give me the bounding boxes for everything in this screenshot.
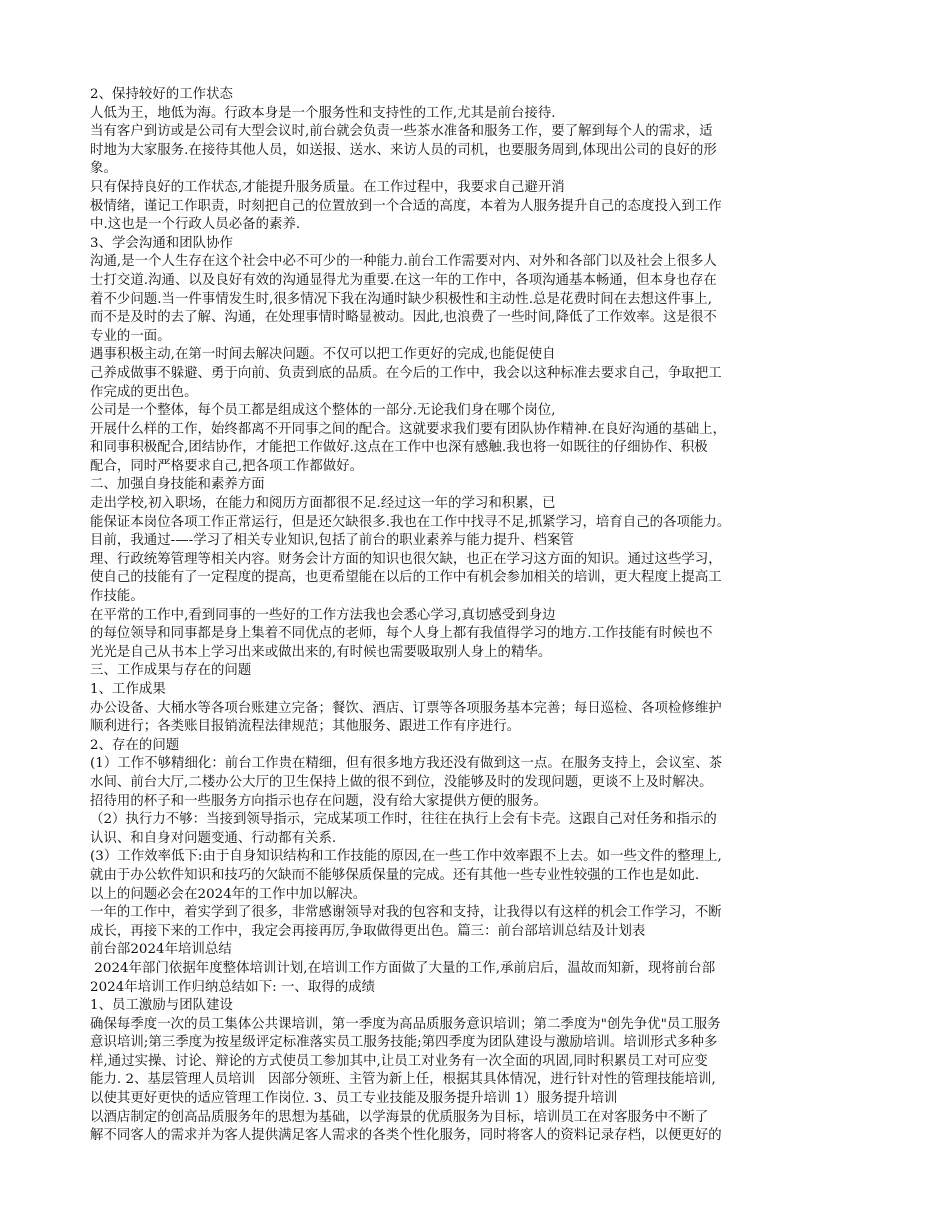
text-line: 着不少问题.当一件事情发生时,很多情况下我在沟通时缺少积极性和主动性.总是花费时间在去想这件事上,: [90, 291, 713, 307]
text-line: 2024年培训工作归纳总结如下: 一、取得的成绩: [90, 979, 376, 995]
text-line: 作完成的更出色。: [90, 384, 198, 400]
text-line: 配合，同时严格要求自己,把各项工作都做好。: [90, 458, 364, 474]
text-line: 走出学校,初入职场，在能力和阅历方面都很不足.经过这一年的学习和积累，已: [90, 496, 556, 512]
text-line: 己养成做事不躲避、勇于向前、负责到底的品质。在今后的工作中，我会以这种标准去要求自己，争取把工: [90, 365, 722, 381]
text-line: 办公设备、大桶水等各项台账建立完备；餐饮、酒店、订票等各项服务基本完善；每日巡检、各项检修维护: [90, 700, 722, 716]
text-line: 以酒店制定的创高品质服务年的思想为基础，以学海景的优质服务为目标，培训员工在对客服务中不断了: [90, 1109, 709, 1125]
text-line: 极情绪，谨记工作职责，时刻把自己的位置放到一个合适的高度，本着为人服务提升自己的态度投入到工作: [90, 198, 722, 214]
text-line: 的每位领导和同事都是身上集着不同优点的老师，每个人身上都有我值得学习的地方.工作技能有时候也不: [90, 626, 713, 642]
text-line: 能保证本岗位各项工作正常运行，但是还欠缺很多.我也在工作中找寻不足,抓紧学习，培育自己的各项能力。: [90, 514, 731, 530]
text-line: 当有客户到访或是公司有大型会议时,前台就会负责一些茶水准备和服务工作，要了解到每个人的需求，适: [90, 124, 713, 140]
text-line: 二、加强自身技能和素养方面: [90, 477, 265, 493]
text-line: 公司是一个整体，每个员工都是组成这个整体的一部分.无论我们身在哪个岗位,: [90, 403, 556, 419]
text-line: 能力. 2、基层管理人员培训 因部分领班、主管为新上任，根据其具体情况，进行针对性的管理技能培训,: [90, 1072, 716, 1088]
text-line: （2）执行力不够：当接到领导指示，完成某项工作时，往往在执行上会有卡壳。这跟自己对任务和指示的: [90, 812, 717, 828]
text-line: 时地为大家服务.在接待其他人员，如送报、送水、来访人员的司机，也要服务周到,体现出公司的良好的形: [90, 142, 717, 158]
text-line: 1、工作成果: [90, 682, 166, 697]
text-line: 意识培训;第三季度为按星级评定标准落实员工服务技能;第四季度为团队建设与激励培训。培训形式多种多: [90, 1035, 718, 1051]
text-line: 以使其更好更快的适应管理工作岗位. 3、员工专业技能及服务提升培训 1）服务提升培训: [90, 1091, 618, 1107]
text-line: 专业的一面。: [90, 328, 171, 344]
text-line: 人低为王，地低为海。行政本身是一个服务性和支持性的工作,尤其是前台接待.: [90, 105, 556, 121]
text-line: 前台部2024年培训总结: [90, 942, 232, 958]
text-line: 成长，再接下来的工作中，我定会再接再厉,争取做得更出色。篇三：前台部培训总结及计划表: [90, 923, 646, 939]
text-line: 就由于办公软件知识和技巧的欠缺而不能够保质保量的完成。还有其他一些专业性较强的工作也是如此.: [90, 867, 700, 883]
text-line: 2、保持较好的工作状态: [90, 87, 233, 102]
text-line: 光光是自己从书本上学习出来或做出来的,有时候也需要吸取别人身上的精华。: [90, 644, 552, 660]
text-line: 2024年部门依据年度整体培训计划,在培训工作方面做了大量的工作,承前启后，温故而知新，现将前台部: [90, 960, 716, 976]
text-line: 目前，我通过-—-学习了相关专业知识,包括了前台的职业素养与能力提升、档案管: [90, 533, 574, 549]
text-line: 三、工作成果与存在的问题: [90, 663, 252, 679]
text-line: 在平常的工作中,看到同事的一些好的工作方法我也会悉心学习,真切感受到身边: [90, 607, 556, 623]
text-line: 开展什么样的工作，始终都离不开同事之间的配合。这就要求我们要有团队协作精神.在良好沟通的基础上，: [90, 421, 727, 437]
text-line: (3）工作效率低下:由于自身知识结构和工作技能的原因,在一些工作中效率跟不上去。如一些文件的整理上,: [90, 849, 722, 865]
text-line: 一年的工作中，着实学到了很多，非常感谢领导对我的包容和支持，让我得以有这样的机会工作学习，不断: [90, 905, 722, 921]
text-line: 作技能。: [90, 589, 144, 605]
text-line: 遇事积极主动,在第一时间去解决问题。不仅可以把工作更好的完成,也能促使自: [90, 347, 556, 363]
text-line: 以上的问题必会在2024年的工作中加以解决。: [90, 886, 367, 902]
text-line: 象。: [90, 161, 117, 177]
text-line: 解不同客人的需求并为客人提供满足客人需求的各类个性化服务，同时将客人的资料记录存档，以便更好的: [90, 1128, 722, 1144]
text-line: 和同事积极配合,团结协作，才能把工作做好.这点在工作中也深有感触.我也将一如既往的仔细协作、积极: [90, 440, 708, 456]
text-line: 士打交道.沟通、以及良好有效的沟通显得尤为重要.在这一年的工作中，各项沟通基本畅通，但本身也存在: [90, 272, 717, 288]
text-line: 中.这也是一个行政人员必备的素养.: [90, 217, 301, 233]
text-line: 3、学会沟通和团队协作: [90, 235, 233, 251]
text-line: 1、员工激励与团队建设: [90, 998, 233, 1014]
text-line: 理、行政统筹管理等相关内容。财务会计方面的知识也很欠缺，也正在学习这方面的知识。通过这些学习，: [90, 551, 722, 567]
text-line: 2、存在的问题: [90, 737, 180, 753]
text-line: 样,通过实操、讨论、辩论的方式使员工参加其中,让员工对业务有一次全面的巩固,同时积累员工对可应变: [90, 1053, 708, 1069]
text-line: 确保每季度一次的员工集体公共课培训，第一季度为高品质服务意识培训；第二季度为"创先争优"员工服务: [90, 1016, 721, 1032]
text-line: 使自己的技能有了一定程度的提高，也更希望能在以后的工作中有机会参加相关的培训，更大程度上提高工: [90, 570, 722, 586]
text-line: 沟通,是一个人生存在这个社会中必不可少的一种能力.前台工作需要对内、对外和各部门以及社会上很多人: [90, 254, 717, 270]
text-line: 认识、和自身对问题变通、行动都有关系.: [90, 830, 337, 846]
text-line: 只有保持良好的工作状态,才能提升服务质量。在工作过程中，我要求自己避开消: [90, 179, 565, 195]
text-line: 顺利进行；各类账目报销流程法律规范；其他服务、跟进工作有序进行。: [90, 719, 521, 735]
text-line: 水间、前台大厅,二楼办公大厅的卫生保持上做的很不到位，没能够及时的发现问题，更谈不上及时解决。: [90, 774, 713, 790]
text-line: (1）工作不够精细化：前台工作贵在精细，但有很多地方我还没有做到这一点。在服务支持上，会议室、茶: [90, 756, 723, 772]
text-line: 而不是及时的去了解、沟通，在处理事情时略显被动。因此,也浪费了一些时间,降低了工作效率。这是很不: [90, 310, 717, 326]
text-line: 招待用的杯子和一些服务方向指示也存在问题，没有给大家提供方便的服务。: [90, 793, 547, 809]
